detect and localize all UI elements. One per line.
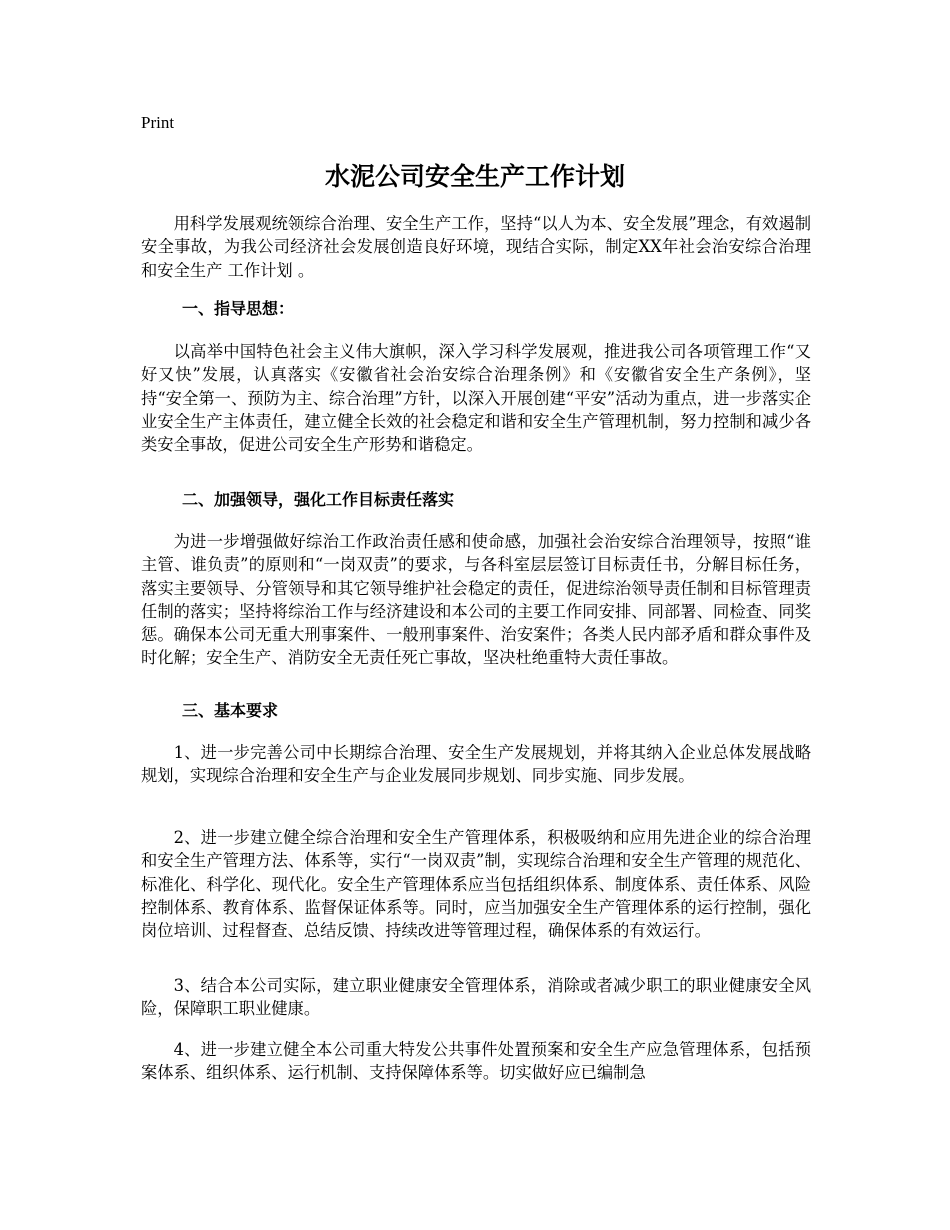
requirement-item-3: 3、结合本公司实际，建立职业健康安全管理体系，消除或者减少职工的职业健康安全风险，保障职工职业健康。 [141,976,811,1019]
section-paragraph: 为进一步增强做好综治工作政治责任感和使命感，加强社会治安综合治理领导，按照“谁主管、谁负责”的原则和“一岗双责”的要求，与各科室层层签订目标责任书，分解目标任务，落实主要领导、分管领导和其它领导维护社会稳定的责任，促进综治领导责任制和目标管理责任制的落实；坚持将综治工作与经济建设和本公司的主要工作同安排、同部署、同检查、同奖惩。确保本公司无重大刑事案件、一般刑事案件、治安案件；各类人民内部矛盾和群众事件及时化解；安全生产、消防安全无责任死亡事故，坚决杜绝重特大责任事故。 [141,532,811,668]
requirement-item-1: 1、进一步完善公司中长期综合治理、安全生产发展规划，并将其纳入企业总体发展战略规划，实现综合治理和安全生产与企业发展同步规划、同步实施、同步发展。 [141,743,811,786]
requirement-item-2: 2、进一步建立健全综合治理和安全生产管理体系，积极吸纳和应用先进企业的综合治理和安全生产管理方法、体系等，实行“一岗双责”制，实现综合治理和安全生产管理的规范化、标准化、科学化、现代化。安全生产管理体系应当包括组织体系、制度体系、责任体系、风险控制体系、教育体系、监督保证体系等。同时，应当加强安全生产管理体系的运行控制，强化岗位培训、过程督查、总结反馈、持续改进等管理过程，确保体系的有效运行。 [141,828,811,941]
requirement-item-4: 4、进一步建立健全本公司重大特发公共事件处置预案和安全生产应急管理体系，包括预案体系、组织体系、运行机制、支持保障体系等。切实做好应已编制急 [141,1040,811,1083]
section-heading-guiding-ideology: 一、指导思想： [182,299,295,318]
section-heading-leadership: 二、加强领导，强化工作目标责任落实 [182,490,455,509]
intro-paragraph: 用科学发展观统领综合治理、安全生产工作，坚持“以人为本、安全发展”理念，有效遏制安全事故，为我公司经济社会发展创造良好环境，现结合实际，制定XX年社会治安综合治理和安全生产 工作计划 。 [141,214,811,280]
document-title: 水泥公司安全生产工作计划 [324,162,625,191]
section-paragraph: 以高举中国特色社会主义伟大旗帜，深入学习科学发展观，推进我公司各项管理工作“又好又快”发展，认真落实《安徽省社会治安综合治理条例》和《安徽省安全生产条例》，坚持“安全第一、预防为主、综合治理”方针，以深入开展创建“平安”活动为重点，进一步落实企业安全生产主体责任，建立健全长效的社会稳定和谐和安全生产管理机制，努力控制和减少各类安全事故，促进公司安全生产形势和谐稳定。 [141,342,811,455]
section-heading-basic-requirements: 三、基本要求 [182,701,279,720]
print-link[interactable]: Print [141,113,175,132]
